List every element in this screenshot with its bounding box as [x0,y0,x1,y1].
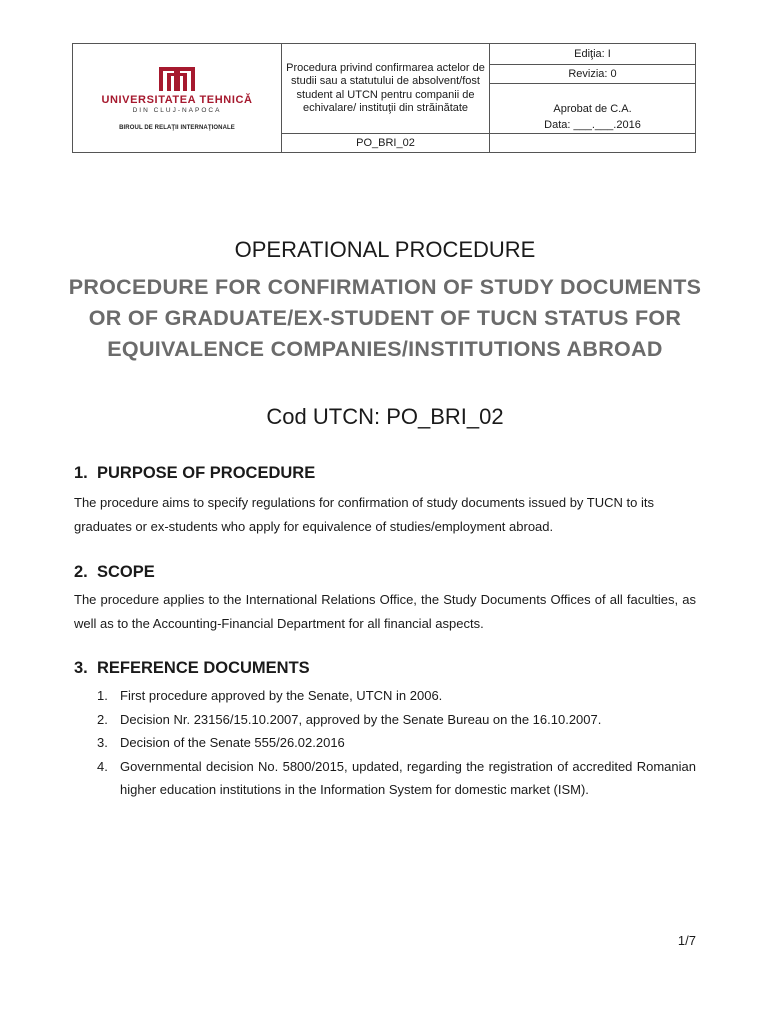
procedure-code: PO_BRI_02 [282,134,490,153]
section-number: 3. [74,659,88,677]
university-emblem-icon [158,66,196,92]
section-title: REFERENCE DOCUMENTS [97,659,310,677]
list-text: Governmental decision No. 5800/2015, updated, regarding the registration of accredited Romanian higher education institutions in the Information System for domestic market (ISM). [120,758,696,797]
section-paragraph: The procedure applies to the International Relations Office, the Study Documents Offices of all faculties, as well as to the Accounting-Financial Department for all financial aspects. [74,592,696,631]
procedure-type: OPERATIONAL PROCEDURE [234,237,536,262]
section-heading [74,659,310,678]
list-number: 1. [97,688,108,703]
section-number: 1. [74,464,88,482]
edition: Ediţia: I [490,44,696,65]
procedure-code-line: Cod UTCN: PO_BRI_02 [266,404,504,429]
university-city: DIN CLUJ-NAPOCA [132,106,222,114]
section-paragraph: The procedure aims to specify regulations for confirmation of study documents issued by TUCN to its graduates or ex-students who apply for equivalence of studies/employment abroad. [74,495,654,534]
procedure-heading: PROCEDURE FOR CONFIRMATION OF STUDY DOCUMENTS OR OF GRADUATE/EX-STUDENT OF TUCN STATUS FOR EQUIVALENCE COMPANIES/INSTITUTIONS ABROAD [68,275,702,361]
list-text: Decision of the Senate 555/26.02.2016 [120,735,345,750]
approved-by: Aprobat de C.A. [553,103,632,115]
university-name: UNIVERSITATEA TEHNICĂ [101,93,253,106]
page-number: 1/7 [677,933,696,948]
revision: Revizia: 0 [490,65,695,84]
office-name: BIROUL DE RELAŢII INTERNAŢIONALE [119,124,235,131]
university-logo [73,66,281,131]
approval-cell [490,65,696,134]
section-heading [74,464,315,483]
section-heading [74,563,155,582]
list-item [74,755,696,802]
list-item [74,731,696,755]
approval-date: Data: ___.___.2016 [544,119,641,131]
procedure-title-ro: Procedura privind confirmarea actelor de studii sau a statutului de absolvent/fost student al UTCN pentru companii de echivalare/ instituţii din străinătate [282,44,490,134]
list-number: 2. [97,711,108,727]
list-number: 3. [97,735,108,750]
list-text: Decision Nr. 23156/15.10.2007, approved by the Senate Bureau on the 16.10.2007. [120,711,602,727]
logo-cell [73,44,282,153]
list-text: First procedure approved by the Senate, UTCN in 2006. [120,688,443,703]
reference-list [74,684,696,802]
empty-cell [490,134,696,153]
list-item [74,708,696,732]
section-title: PURPOSE OF PROCEDURE [97,464,316,482]
list-number: 4. [97,758,108,774]
section-number: 2. [74,563,88,581]
document-header-table [72,43,696,153]
list-item [74,684,696,708]
section-title: SCOPE [97,563,155,581]
